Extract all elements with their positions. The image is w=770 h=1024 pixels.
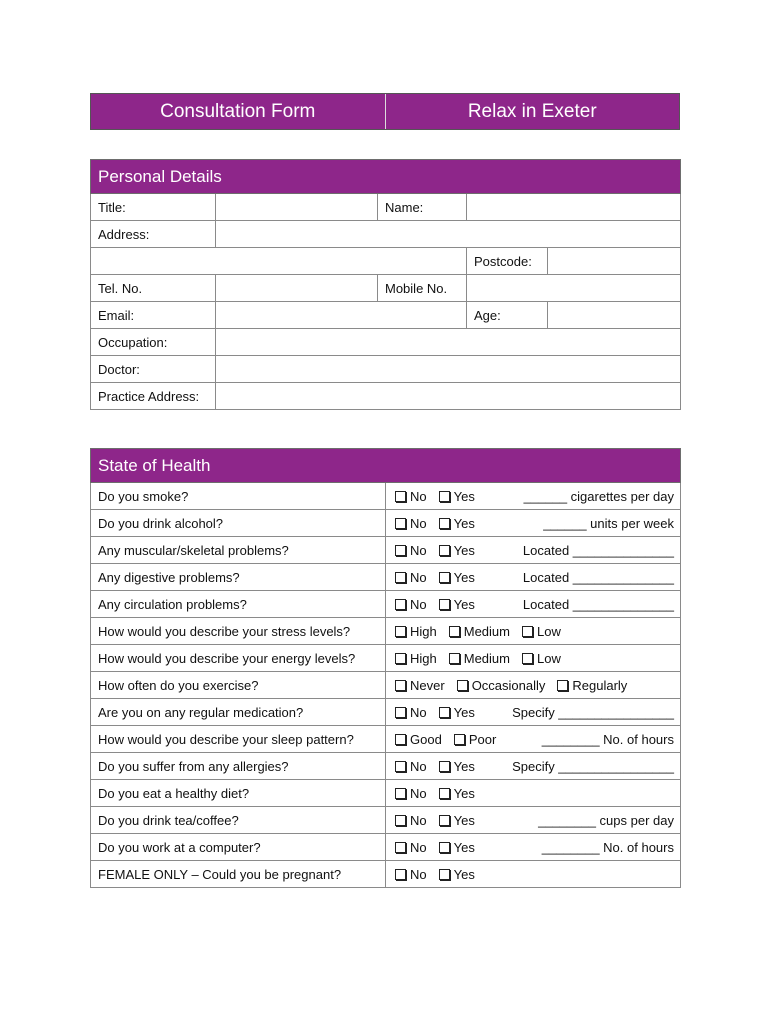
checkbox-label: Medium: [463, 650, 510, 666]
address-field-line-2[interactable]: [91, 248, 467, 275]
checkbox-label: High: [410, 623, 437, 639]
health-answer-cell: [386, 834, 681, 861]
answer-detail-blank[interactable]: Specify ________________: [512, 758, 674, 774]
checkbox-label: No: [410, 866, 427, 882]
checkbox-icon[interactable]: [449, 653, 460, 664]
checkbox-label: Yes: [453, 812, 475, 828]
health-answer-cell: [386, 510, 681, 537]
checkbox-icon[interactable]: [439, 815, 450, 826]
checkbox-option[interactable]: [437, 786, 475, 801]
name-label: Name:: [378, 194, 467, 221]
checkbox-icon[interactable]: [439, 788, 450, 799]
health-answer-cell: [386, 780, 681, 807]
checkbox-label: Never: [410, 677, 445, 693]
postcode-label: Postcode:: [467, 248, 548, 275]
title-label: Title:: [91, 194, 216, 221]
checkbox-icon[interactable]: [454, 734, 465, 745]
health-answer-cell: [386, 699, 681, 726]
checkbox-label: Yes: [453, 758, 475, 774]
checkbox-label: Yes: [453, 488, 475, 504]
checkbox-label: No: [410, 812, 427, 828]
checkbox-option[interactable]: [555, 678, 627, 693]
checkbox-option[interactable]: [455, 678, 546, 693]
checkbox-icon[interactable]: [395, 707, 406, 718]
checkbox-icon[interactable]: [395, 572, 406, 583]
answer-detail-blank[interactable]: ________ No. of hours: [541, 839, 674, 855]
name-field[interactable]: [467, 194, 681, 221]
age-field[interactable]: [548, 302, 681, 329]
checkbox-option[interactable]: [452, 732, 496, 747]
answer-options: [393, 570, 680, 585]
checkbox-label: No: [410, 839, 427, 855]
checkbox-label: Yes: [453, 704, 475, 720]
checkbox-label: Yes: [453, 542, 475, 558]
checkbox-label: Yes: [453, 515, 475, 531]
health-question: Any circulation problems?: [91, 591, 386, 618]
checkbox-icon[interactable]: [395, 626, 406, 637]
checkbox-option[interactable]: [437, 840, 475, 855]
checkbox-label: No: [410, 515, 427, 531]
mobile-field[interactable]: [467, 275, 681, 302]
doctor-label: Doctor:: [91, 356, 216, 383]
answer-options: [393, 867, 680, 882]
checkbox-option[interactable]: [393, 651, 437, 666]
checkbox-option[interactable]: [393, 624, 437, 639]
checkbox-label: Good: [410, 731, 442, 747]
tel-field[interactable]: [216, 275, 378, 302]
checkbox-label: Medium: [463, 623, 510, 639]
form-banner: [90, 93, 680, 130]
checkbox-option[interactable]: [393, 570, 427, 585]
answer-detail-blank[interactable]: ________ cups per day: [538, 812, 674, 828]
checkbox-icon[interactable]: [439, 491, 450, 502]
checkbox-icon[interactable]: [395, 653, 406, 664]
checkbox-label: Yes: [453, 569, 475, 585]
title-field[interactable]: [216, 194, 378, 221]
tel-label: Tel. No.: [91, 275, 216, 302]
postcode-field[interactable]: [548, 248, 681, 275]
checkbox-icon[interactable]: [439, 761, 450, 772]
answer-detail-blank[interactable]: Located ______________: [522, 596, 674, 612]
checkbox-icon[interactable]: [395, 842, 406, 853]
checkbox-icon[interactable]: [395, 545, 406, 556]
state-of-health-heading: State of Health: [91, 449, 681, 483]
checkbox-icon[interactable]: [395, 734, 406, 745]
checkbox-icon[interactable]: [395, 599, 406, 610]
checkbox-label: No: [410, 785, 427, 801]
health-answer-cell: [386, 726, 681, 753]
health-question: Do you eat a healthy diet?: [91, 780, 386, 807]
health-question-row: [91, 699, 681, 726]
health-answer-cell: [386, 753, 681, 780]
checkbox-option[interactable]: [393, 840, 427, 855]
health-question: FEMALE ONLY – Could you be pregnant?: [91, 861, 386, 888]
mobile-label: Mobile No.: [378, 275, 467, 302]
checkbox-icon[interactable]: [449, 626, 460, 637]
answer-options: [393, 624, 680, 639]
practice-address-field[interactable]: [216, 383, 681, 410]
checkbox-label: Regularly: [572, 677, 628, 693]
answer-options: [393, 840, 680, 855]
answer-detail-blank[interactable]: ______ cigarettes per day: [523, 488, 674, 504]
health-answer-cell: [386, 807, 681, 834]
health-question: How would you describe your sleep pattern?: [91, 726, 386, 753]
checkbox-label: Yes: [453, 839, 475, 855]
answer-options: [393, 543, 680, 558]
checkbox-option[interactable]: [393, 759, 427, 774]
checkbox-icon[interactable]: [439, 518, 450, 529]
business-name: Relax in Exeter: [467, 100, 597, 122]
form-title: Consultation Form: [91, 94, 386, 129]
health-question: Do you suffer from any allergies?: [91, 753, 386, 780]
health-question-row: [91, 861, 681, 888]
checkbox-icon[interactable]: [439, 545, 450, 556]
health-question-row: [91, 834, 681, 861]
email-field[interactable]: [216, 302, 467, 329]
health-question: Do you smoke?: [91, 483, 386, 510]
health-question: Are you on any regular medication?: [91, 699, 386, 726]
checkbox-label: Occasionally: [471, 677, 546, 693]
health-question: Any muscular/skeletal problems?: [91, 537, 386, 564]
occupation-field[interactable]: [216, 329, 681, 356]
checkbox-option[interactable]: [437, 759, 475, 774]
checkbox-option[interactable]: [393, 489, 427, 504]
checkbox-option[interactable]: [447, 624, 510, 639]
health-question-row: [91, 753, 681, 780]
health-question-row: [91, 510, 681, 537]
checkbox-option[interactable]: [437, 516, 475, 531]
health-question-row: [91, 807, 681, 834]
personal-details-table: [90, 159, 681, 410]
health-question: Do you drink tea/coffee?: [91, 807, 386, 834]
checkbox-label: Low: [537, 650, 561, 666]
health-answer-cell: [386, 591, 681, 618]
checkbox-icon[interactable]: [457, 680, 468, 691]
checkbox-icon[interactable]: [395, 788, 406, 799]
answer-detail-blank[interactable]: Located ______________: [522, 569, 674, 585]
checkbox-option[interactable]: [437, 597, 475, 612]
answer-options: [393, 732, 680, 747]
checkbox-icon[interactable]: [439, 707, 450, 718]
health-question-row: [91, 591, 681, 618]
checkbox-option[interactable]: [437, 543, 475, 558]
health-answer-cell: [386, 618, 681, 645]
checkbox-icon[interactable]: [395, 491, 406, 502]
health-question: Any digestive problems?: [91, 564, 386, 591]
health-question-row: [91, 726, 681, 753]
checkbox-icon[interactable]: [395, 815, 406, 826]
checkbox-label: Yes: [453, 596, 475, 612]
health-question: How would you describe your energy levels?: [91, 645, 386, 672]
health-answer-cell: [386, 483, 681, 510]
checkbox-label: No: [410, 542, 427, 558]
answer-options: [393, 759, 680, 774]
email-label: Email:: [91, 302, 216, 329]
health-question-row: [91, 780, 681, 807]
answer-options: [393, 489, 680, 504]
checkbox-icon[interactable]: [439, 572, 450, 583]
checkbox-option[interactable]: [393, 813, 427, 828]
checkbox-option[interactable]: [393, 597, 427, 612]
checkbox-option[interactable]: [393, 732, 442, 747]
health-question: How would you describe your stress levels?: [91, 618, 386, 645]
state-of-health-table: [90, 448, 681, 888]
checkbox-label: No: [410, 704, 427, 720]
health-answer-cell: [386, 645, 681, 672]
checkbox-icon[interactable]: [395, 869, 406, 880]
checkbox-option[interactable]: [437, 867, 475, 882]
answer-detail-blank[interactable]: ______ units per week: [543, 515, 674, 531]
address-label: Address:: [91, 221, 216, 248]
checkbox-option[interactable]: [393, 867, 427, 882]
checkbox-option[interactable]: [393, 705, 427, 720]
checkbox-icon[interactable]: [522, 626, 533, 637]
address-field-line-1[interactable]: [216, 221, 681, 248]
checkbox-option[interactable]: [437, 570, 475, 585]
checkbox-icon[interactable]: [395, 761, 406, 772]
checkbox-option[interactable]: [393, 516, 427, 531]
checkbox-icon[interactable]: [557, 680, 568, 691]
checkbox-icon[interactable]: [395, 518, 406, 529]
health-question-row: [91, 672, 681, 699]
health-answer-cell: [386, 564, 681, 591]
answer-detail-blank[interactable]: Specify ________________: [512, 704, 674, 720]
doctor-field[interactable]: [216, 356, 681, 383]
checkbox-label: Low: [537, 623, 561, 639]
answer-options: [393, 786, 680, 801]
answer-detail-blank[interactable]: Located ______________: [522, 542, 674, 558]
checkbox-label: No: [410, 758, 427, 774]
checkbox-icon[interactable]: [395, 680, 406, 691]
checkbox-icon[interactable]: [439, 869, 450, 880]
health-question: How often do you exercise?: [91, 672, 386, 699]
answer-detail-blank[interactable]: ________ No. of hours: [541, 731, 674, 747]
checkbox-icon[interactable]: [439, 842, 450, 853]
answer-options: [393, 597, 680, 612]
checkbox-option[interactable]: [520, 651, 561, 666]
checkbox-label: No: [410, 488, 427, 504]
health-question-row: [91, 645, 681, 672]
age-label: Age:: [467, 302, 548, 329]
checkbox-label: Poor: [468, 731, 497, 747]
health-question-row: [91, 618, 681, 645]
checkbox-label: No: [410, 596, 427, 612]
health-question-row: [91, 537, 681, 564]
checkbox-label: No: [410, 569, 427, 585]
answer-options: [393, 678, 680, 693]
health-question-row: [91, 483, 681, 510]
personal-details-heading: Personal Details: [91, 160, 681, 194]
health-question: Do you work at a computer?: [91, 834, 386, 861]
health-answer-cell: [386, 537, 681, 564]
checkbox-icon[interactable]: [439, 599, 450, 610]
checkbox-option[interactable]: [393, 678, 445, 693]
checkbox-option[interactable]: [520, 624, 561, 639]
checkbox-label: Yes: [453, 866, 475, 882]
practice-address-label: Practice Address:: [91, 383, 216, 410]
checkbox-icon[interactable]: [522, 653, 533, 664]
health-answer-cell: [386, 672, 681, 699]
health-question-row: [91, 564, 681, 591]
health-question: Do you drink alcohol?: [91, 510, 386, 537]
checkbox-option[interactable]: [393, 786, 427, 801]
answer-options: [393, 651, 680, 666]
checkbox-option[interactable]: [437, 813, 475, 828]
checkbox-option[interactable]: [437, 489, 475, 504]
checkbox-option[interactable]: [393, 543, 427, 558]
answer-options: [393, 516, 680, 531]
checkbox-option[interactable]: [447, 651, 510, 666]
answer-options: [393, 705, 680, 720]
occupation-label: Occupation:: [91, 329, 216, 356]
checkbox-label: High: [410, 650, 437, 666]
answer-options: [393, 813, 680, 828]
checkbox-option[interactable]: [437, 705, 475, 720]
health-answer-cell: [386, 861, 681, 888]
checkbox-label: Yes: [453, 785, 475, 801]
